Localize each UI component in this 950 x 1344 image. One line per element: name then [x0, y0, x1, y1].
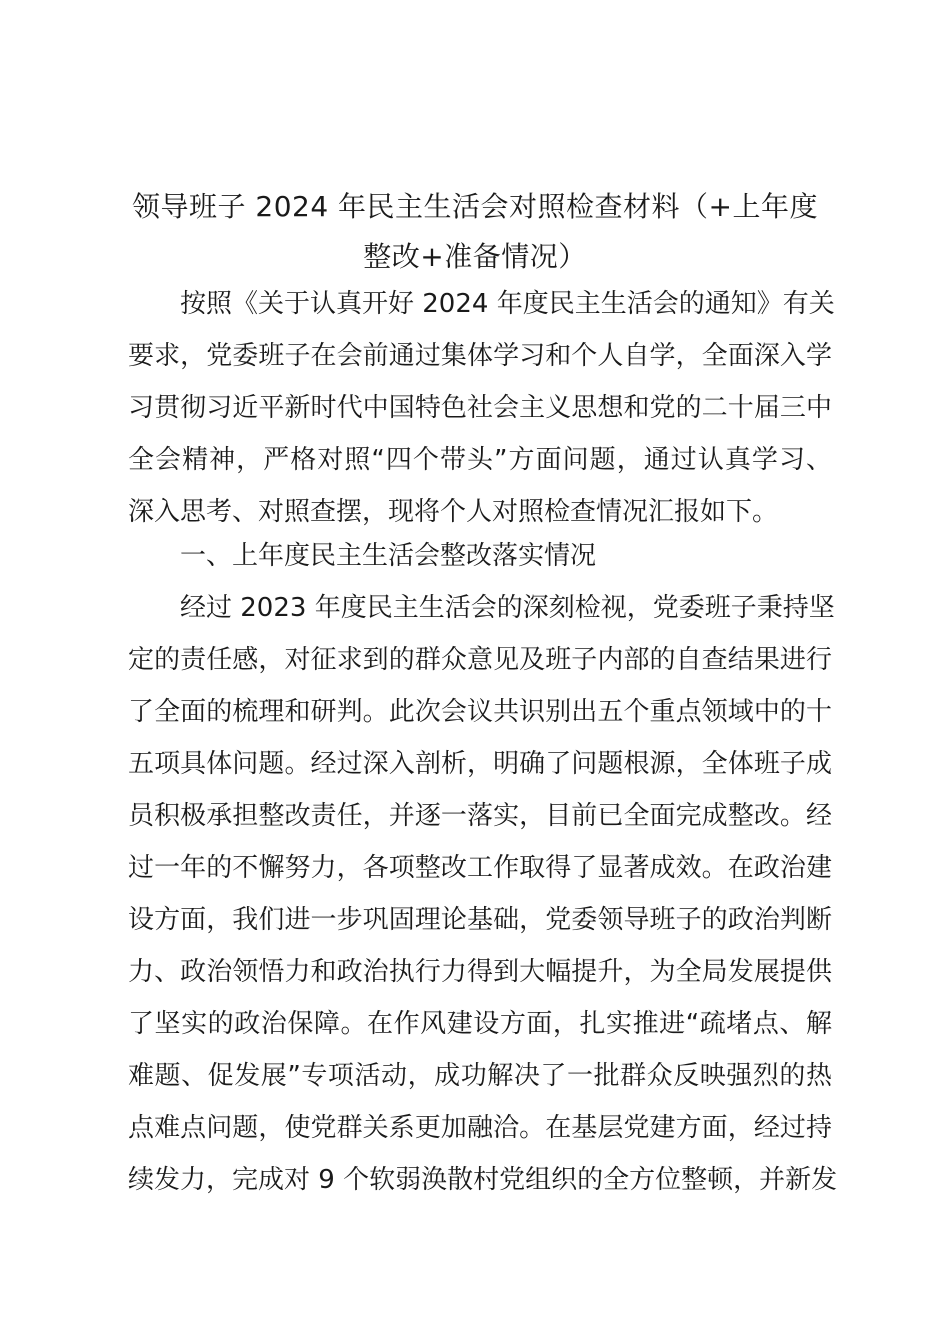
document-title-line-1: 领导班子 2024 年民主生活会对照检查材料（+上年度 [131, 190, 819, 223]
section-heading: 一、上年度民主生活会整改落实情况 [180, 541, 597, 571]
document-title [118, 182, 832, 282]
body-line: 点难点问题，使党群关系更加融洽。在基层党建方面，经过持 [128, 1113, 832, 1143]
body-line: 力、政治领悟力和政治执行力得到大幅提升，为全局发展提供 [128, 957, 832, 987]
body-line: 员积极承担整改责任，并逐一落实，目前已全面完成整改。经 [128, 801, 832, 831]
intro-line: 习贯彻习近平新时代中国特色社会主义思想和党的二十届三中 [128, 393, 832, 423]
body-line: 五项具体问题。经过深入剖析，明确了问题根源，全体班子成 [128, 749, 832, 779]
body-line: 了坚实的政治保障。在作风建设方面，扎实推进“疏堵点、解 [128, 1009, 832, 1039]
intro-line: 深入思考、对照查摆，现将个人对照检查情况汇报如下。 [128, 497, 779, 527]
body-line: 设方面，我们进一步巩固理论基础，党委领导班子的政治判断 [128, 905, 832, 935]
body-line: 经过 2023 年度民主生活会的深刻检视，党委班子秉持坚 [180, 593, 835, 623]
intro-line: 全会精神，严格对照“四个带头”方面问题，通过认真学习、 [128, 445, 832, 475]
body-line: 定的责任感，对征求到的群众意见及班子内部的自查结果进行 [128, 645, 832, 675]
body-line: 难题、促发展”专项活动，成功解决了一批群众反映强烈的热 [128, 1061, 832, 1091]
body-line: 了全面的梳理和研判。此次会议共识别出五个重点领域中的十 [128, 697, 832, 727]
intro-line: 按照《关于认真开好 2024 年度民主生活会的通知》有关 [180, 289, 835, 319]
body-line: 过一年的不懈努力，各项整改工作取得了显著成效。在政治建 [128, 853, 832, 883]
body-line: 续发力，完成对 9 个软弱涣散村党组织的全方位整顿，并新发 [128, 1165, 838, 1195]
document-title-line-2: 整改+准备情况） [363, 240, 587, 273]
intro-line: 要求，党委班子在会前通过集体学习和个人自学，全面深入学 [128, 341, 832, 371]
